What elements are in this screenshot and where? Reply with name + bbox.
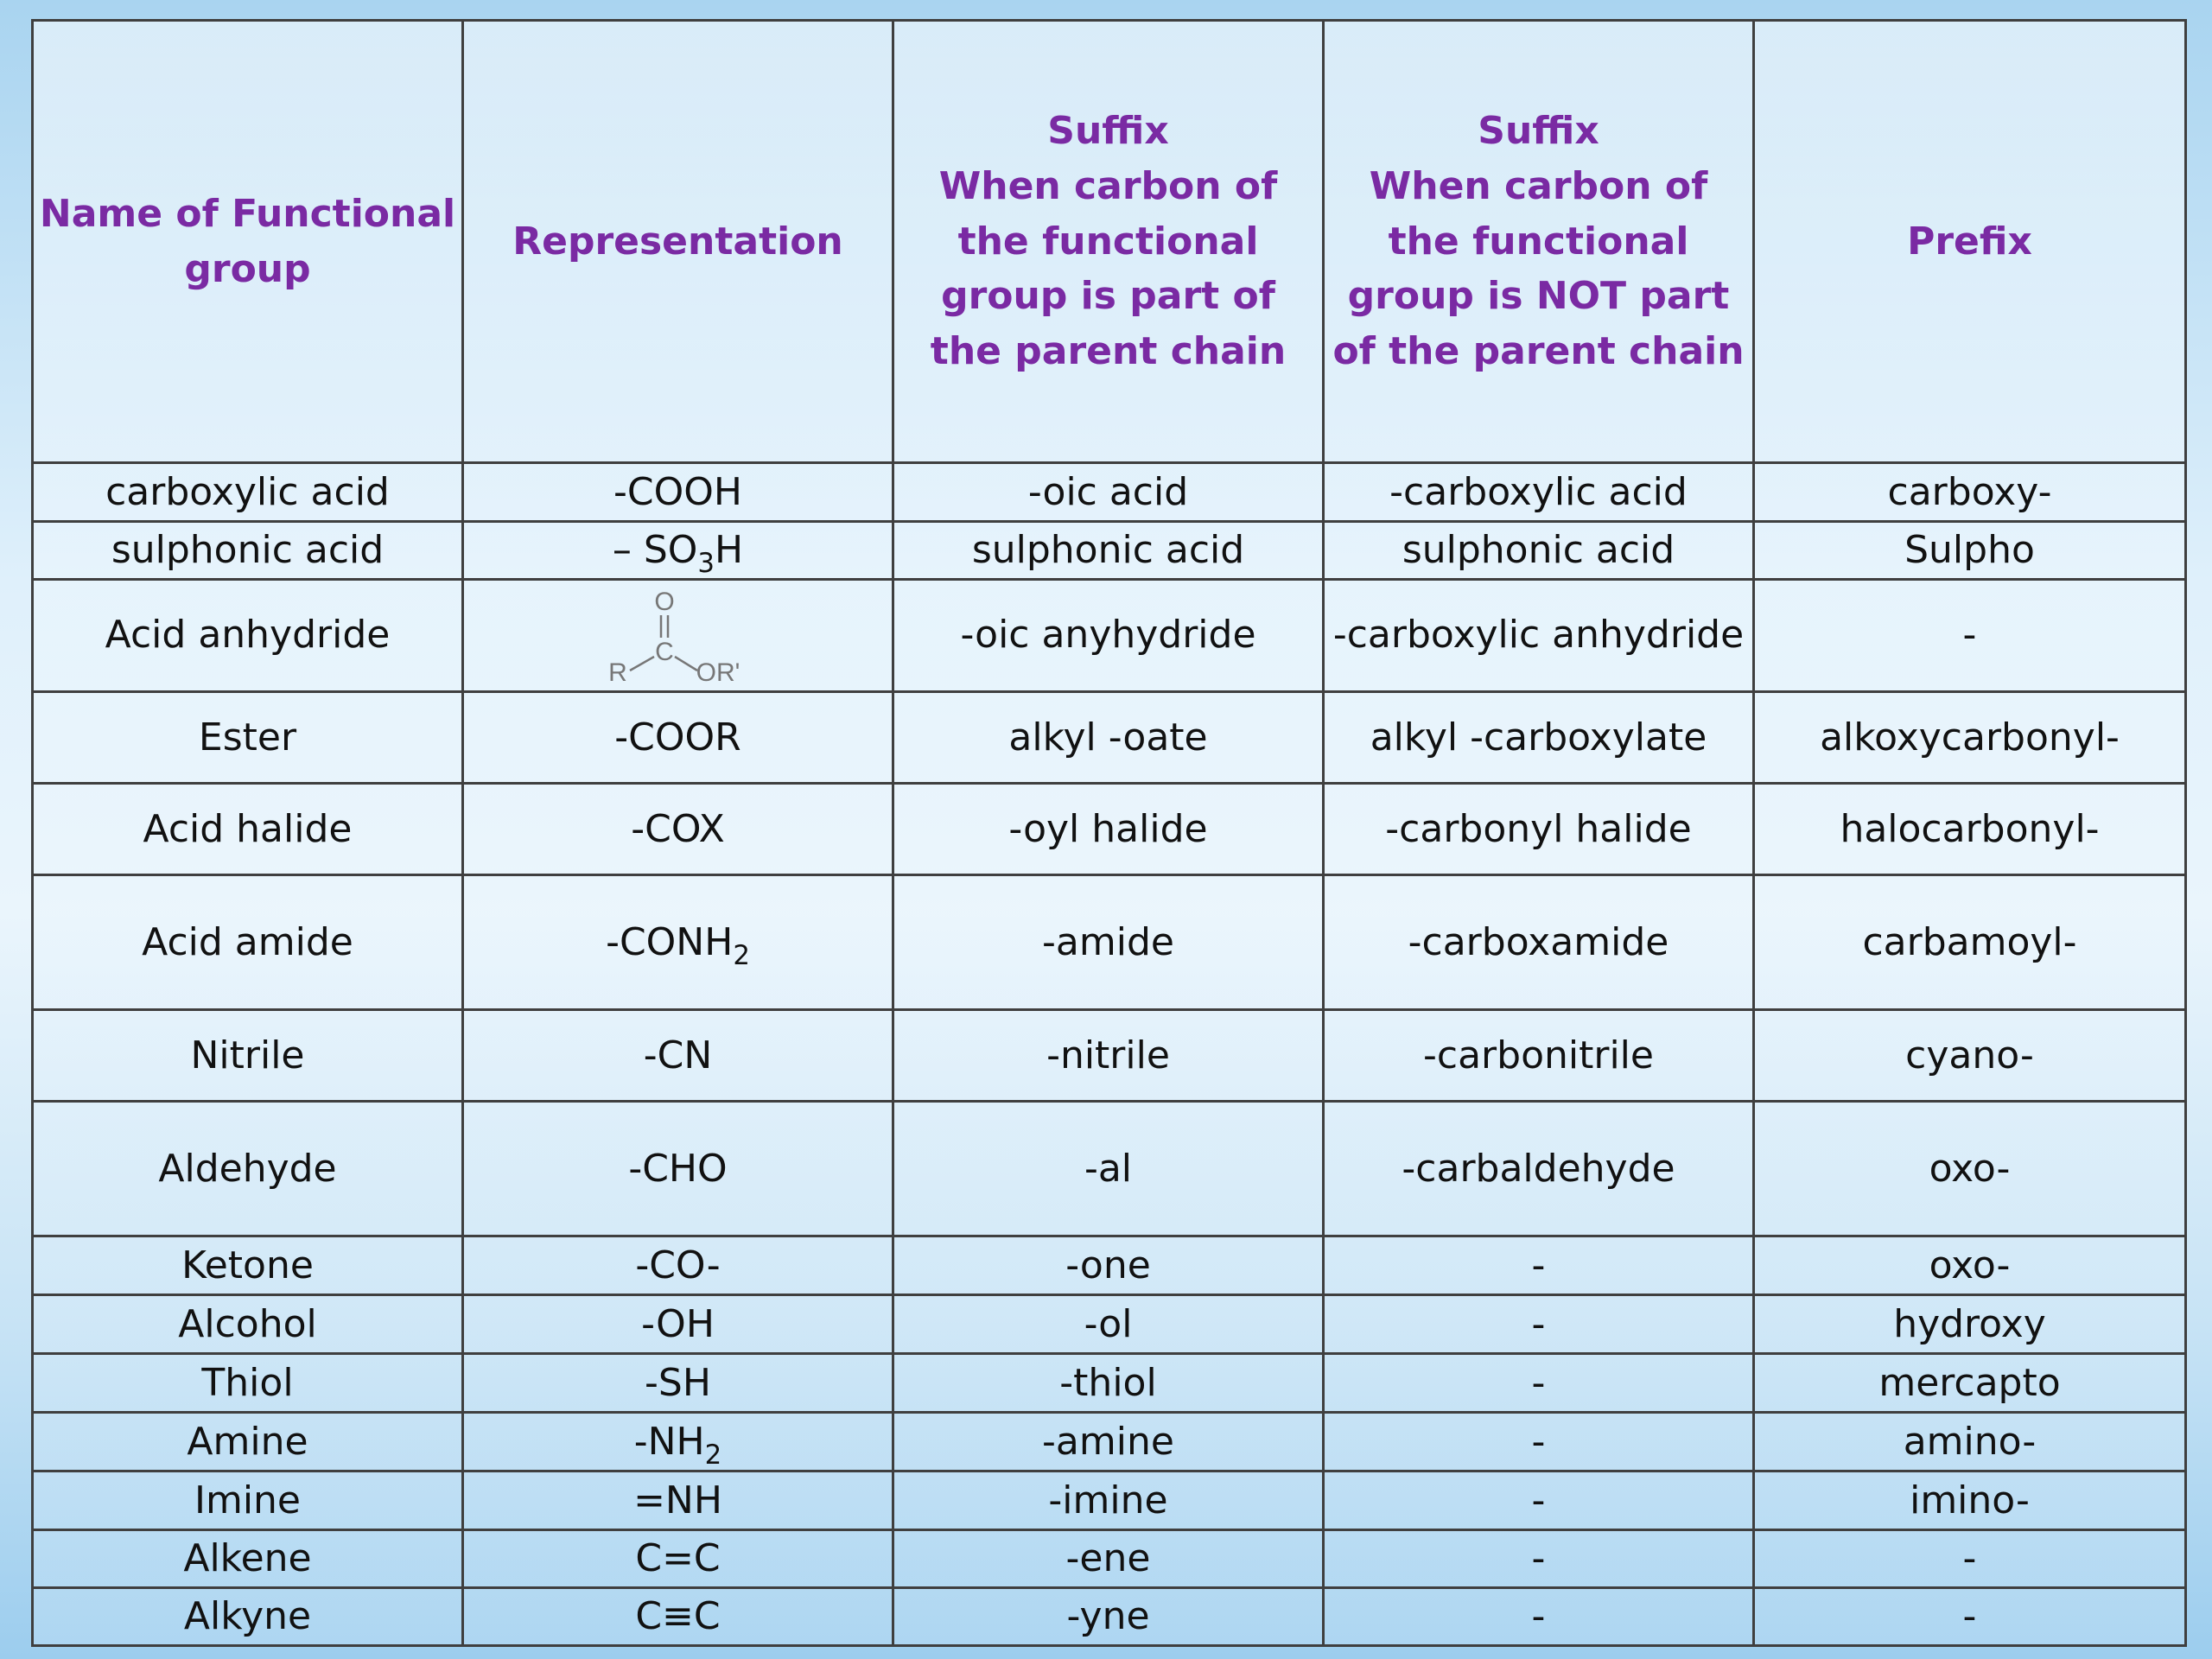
representation-formula: C=C — [635, 1536, 721, 1581]
table-row — [33, 1295, 2186, 1354]
representation-subscript: 2 — [733, 939, 750, 971]
cell-suffix-not-in-chain: -carbonyl halide — [1324, 783, 1754, 874]
table-row — [33, 1530, 2186, 1588]
cell-functional-group-name: Nitrile — [33, 1010, 463, 1102]
cell-suffix-not-in-chain: sulphonic acid — [1324, 522, 1754, 580]
header-suffix-in-chain-title: Suffix — [1047, 109, 1169, 153]
cell-functional-group-name: Ester — [33, 691, 463, 783]
representation-formula: =NH — [633, 1478, 722, 1522]
table-row — [33, 579, 2186, 691]
cell-suffix-in-chain: -oic acid — [893, 463, 1324, 522]
header-representation: Representation — [463, 21, 893, 463]
header-row — [33, 21, 2186, 463]
cell-suffix-not-in-chain: -carbonitrile — [1324, 1010, 1754, 1102]
structure-atom-or: OR' — [696, 658, 740, 687]
cell-prefix: alkoxycarbonyl- — [1754, 691, 2186, 783]
representation-formula: -NH — [633, 1419, 705, 1464]
header-suffix-in-chain-desc: When carbon of the functional group is part of the parent chain — [930, 163, 1287, 374]
cell-suffix-not-in-chain: -carboxylic acid — [1324, 463, 1754, 522]
cell-prefix: imino- — [1754, 1471, 2186, 1530]
table-row — [33, 1471, 2186, 1530]
cell-prefix: mercapto — [1754, 1354, 2186, 1413]
cell-suffix-not-in-chain: - — [1324, 1471, 1754, 1530]
cell-representation — [463, 1010, 893, 1102]
representation-formula: -COOR — [614, 715, 741, 760]
structure-atom-r: R — [607, 658, 627, 687]
cell-prefix: - — [1754, 1588, 2186, 1646]
header-name: Name of Functional group — [33, 21, 463, 463]
representation-formula: -COOH — [613, 469, 742, 514]
representation-formula-tail: H — [715, 528, 744, 573]
cell-functional-group-name: Amine — [33, 1413, 463, 1471]
table-row — [33, 1588, 2186, 1646]
header-suffix-in-chain — [893, 21, 1324, 463]
representation-formula: -CONH — [606, 919, 734, 964]
cell-suffix-not-in-chain: - — [1324, 1354, 1754, 1413]
cell-functional-group-name: Alkene — [33, 1530, 463, 1588]
cell-representation — [463, 1295, 893, 1354]
table-row — [33, 874, 2186, 1009]
cell-suffix-not-in-chain: - — [1324, 1588, 1754, 1646]
cell-prefix: oxo- — [1754, 1236, 2186, 1295]
cell-suffix-in-chain: -oyl halide — [893, 783, 1324, 874]
table-row — [33, 1354, 2186, 1413]
cell-suffix-in-chain: sulphonic acid — [893, 522, 1324, 580]
table-row — [33, 783, 2186, 874]
cell-prefix: halocarbonyl- — [1754, 783, 2186, 874]
cell-representation — [463, 874, 893, 1009]
table-body — [33, 463, 2186, 1646]
representation-formula: -CN — [643, 1033, 713, 1077]
cell-suffix-not-in-chain: -carbaldehyde — [1324, 1102, 1754, 1236]
cell-suffix-in-chain: -yne — [893, 1588, 1324, 1646]
cell-functional-group-name: Imine — [33, 1471, 463, 1530]
cell-suffix-not-in-chain: - — [1324, 1530, 1754, 1588]
cell-suffix-in-chain: -oic anyhydride — [893, 579, 1324, 691]
cell-representation — [463, 1588, 893, 1646]
table-row — [33, 522, 2186, 580]
cell-prefix: carbamoyl- — [1754, 874, 2186, 1009]
cell-functional-group-name: Aldehyde — [33, 1102, 463, 1236]
cell-prefix: amino- — [1754, 1413, 2186, 1471]
structure-atom-c-center: C — [654, 638, 674, 667]
cell-prefix: Sulpho — [1754, 522, 2186, 580]
cell-functional-group-name: sulphonic acid — [33, 522, 463, 580]
cell-functional-group-name: Acid amide — [33, 874, 463, 1009]
cell-suffix-in-chain: -al — [893, 1102, 1324, 1236]
header-suffix-not-in-chain-desc: When carbon of the functional group is NOT part of the parent chain — [1332, 163, 1745, 374]
cell-prefix: cyano- — [1754, 1010, 2186, 1102]
representation-formula: C≡C — [635, 1594, 721, 1639]
structure-atom-o-top: O — [653, 588, 675, 617]
cell-suffix-in-chain: alkyl -oate — [893, 691, 1324, 783]
header-prefix: Prefix — [1754, 21, 2186, 463]
cell-functional-group-name: carboxylic acid — [33, 463, 463, 522]
table-row — [33, 463, 2186, 522]
cell-functional-group-name: Thiol — [33, 1354, 463, 1413]
cell-prefix: carboxy- — [1754, 463, 2186, 522]
cell-representation — [463, 1530, 893, 1588]
cell-suffix-in-chain: -ene — [893, 1530, 1324, 1588]
cell-representation — [463, 1236, 893, 1295]
table-row — [33, 1236, 2186, 1295]
cell-suffix-not-in-chain: - — [1324, 1413, 1754, 1471]
cell-prefix: - — [1754, 1530, 2186, 1588]
table-row — [33, 691, 2186, 783]
cell-representation — [463, 579, 893, 691]
cell-representation — [463, 1354, 893, 1413]
cell-suffix-not-in-chain: - — [1324, 1295, 1754, 1354]
table-row — [33, 1413, 2186, 1471]
cell-representation — [463, 783, 893, 874]
cell-representation — [463, 463, 893, 522]
representation-formula: -CHO — [628, 1146, 728, 1191]
representation-subscript: 3 — [697, 547, 715, 579]
cell-suffix-in-chain: -amine — [893, 1413, 1324, 1471]
header-suffix-not-in-chain-title: Suffix — [1478, 109, 1599, 153]
cell-representation — [463, 691, 893, 783]
cell-prefix: oxo- — [1754, 1102, 2186, 1236]
table-row — [33, 1102, 2186, 1236]
cell-functional-group-name: Alcohol — [33, 1295, 463, 1354]
cell-representation — [463, 522, 893, 580]
cell-suffix-in-chain: -nitrile — [893, 1010, 1324, 1102]
cell-suffix-in-chain: -amide — [893, 874, 1324, 1009]
cell-functional-group-name: Ketone — [33, 1236, 463, 1295]
representation-formula: – SO — [612, 528, 698, 573]
representation-formula: -OH — [641, 1301, 715, 1346]
cell-suffix-not-in-chain: - — [1324, 1236, 1754, 1295]
cell-representation — [463, 1102, 893, 1236]
representation-formula: -COX — [631, 806, 725, 851]
representation-formula: -CO- — [635, 1243, 721, 1287]
cell-functional-group-name: Alkyne — [33, 1588, 463, 1646]
cell-representation — [463, 1471, 893, 1530]
functional-group-table — [31, 19, 2187, 1647]
representation-formula: -SH — [645, 1360, 711, 1405]
cell-suffix-not-in-chain: -carboxamide — [1324, 874, 1754, 1009]
cell-prefix: hydroxy — [1754, 1295, 2186, 1354]
slide-frame — [31, 19, 2184, 1647]
table-row — [33, 1010, 2186, 1102]
cell-suffix-in-chain: -one — [893, 1236, 1324, 1295]
cell-suffix-in-chain: -imine — [893, 1471, 1324, 1530]
cell-suffix-not-in-chain: alkyl -carboxylate — [1324, 691, 1754, 783]
header-suffix-not-in-chain — [1324, 21, 1754, 463]
cell-functional-group-name: Acid anhydride — [33, 579, 463, 691]
cell-representation — [463, 1413, 893, 1471]
acid-anhydride-structure — [592, 584, 765, 686]
cell-prefix: - — [1754, 579, 2186, 691]
cell-functional-group-name: Acid halide — [33, 783, 463, 874]
cell-suffix-in-chain: -ol — [893, 1295, 1324, 1354]
cell-suffix-not-in-chain: -carboxylic anhydride — [1324, 579, 1754, 691]
representation-subscript: 2 — [704, 1439, 722, 1471]
cell-suffix-in-chain: -thiol — [893, 1354, 1324, 1413]
